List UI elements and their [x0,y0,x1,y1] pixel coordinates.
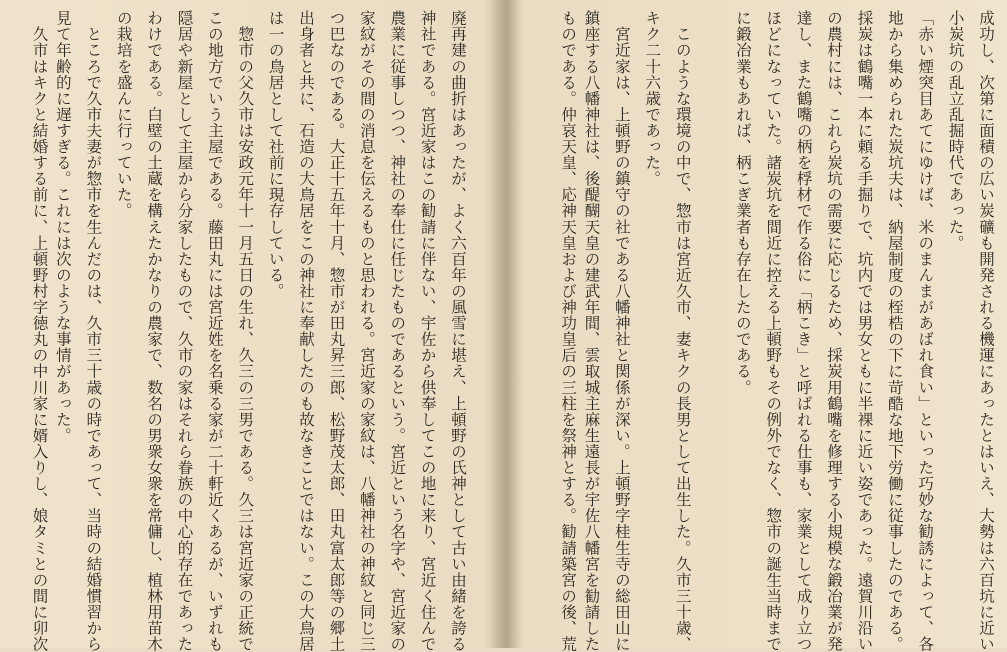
text-column: の農村には、これら炭坑の需要に応じるため、採炭用鶴嘴を修理する小規模な鍛冶業が発 [825,10,844,652]
text-column: わけである。白壁の土蔵を構えたかなりの農家で、数名の男衆女衆を常傭し、植林用苗木 [145,10,164,652]
text-column: この地方でいう主屋である。藤田丸には宮近姓を名乗る家が二十軒近くあるが、いずれも [205,10,224,652]
text-column: 達し、また鶴嘴の柄を桴材で作る俗に「柄こき」と呼ばれる仕事も、家業として成り立つ [794,10,813,652]
text-column: つ巴なのである。大正十五年十月、惣市が田丸昇三郎、松野茂太郎、田丸富太郎等の郷土 [327,10,346,652]
text-column: 見て年齢的に遅すぎる。これには次のような事情があった。 [53,10,72,444]
text-column: ところで久市夫妻が惣市を生んだのは、久市三十歳の時であって、当時の結婚慣習から [84,10,103,652]
text-column: に鍛冶業もあれば、柄こぎ業者も存在したのである。 [733,10,752,396]
text-column: 隠居や新屋として主屋から分家したもので、久市の家はそれら眷族の中心的存在であった [175,10,194,652]
book-gutter [488,0,522,648]
text-column: キク二十六歳であった。 [643,10,662,187]
text-column: 惣市の父久市は安政元年十一月五日の生れ、久三の三男である。久三は宮近家の正統で [236,10,255,652]
right-page [532,10,1000,652]
left-page [30,10,472,652]
text-column: 廃再建の曲折はあったが、よく六百年の風雪に堪え、上頓野の氏神として古い由緒を誇る [449,10,467,652]
text-column: 家紋がその間の消息を伝えるものと思われる。宮近家の家紋は、八幡神社の神紋と同じ三 [357,10,376,652]
text-column: 「赤い煙突目あてにゆけば、米のまんまがあばれ食い」といった巧妙な勧誘によって、各 [916,10,935,652]
text-column: 農業に従事しつつ、神社の奉仕に任じたものであるという。宮近という名字や、宮近家の [388,10,407,652]
text-column: 宮近家は、上頓野の鎮守の社である八幡神社と関係が深い。上頓野字桂生寺の総田山に [612,10,631,652]
text-column: 成功し、次第に面積の広い炭礦も開発される機運にあったとはいえ、大勢は六百坑に近い [977,10,995,652]
text-column: は一の鳥居として社前に現存している。 [266,10,285,299]
blank-column [697,10,727,648]
text-column: 神社である。宮近家はこの勧請に伴ない、宇佐から供奉してこの地に来り、宮近く住んで [418,10,437,652]
text-column: の栽培を盛んに行っていた。 [114,10,133,219]
text-column: ものである。仲哀天皇、応神天皇および神功皇后の三柱を祭神とする。勧請築宮の後、荒 [559,10,578,652]
text-column: 小炭坑の乱立乱掘時代であった。 [946,10,965,251]
text-column: 鎮座する八幡神社は、後醍醐天皇の建武年間、雲取城主麻生遠長が宇佐八幡宮を勧請した [582,10,601,652]
text-column: ほどになっていた。諸炭坑を間近に控える上頓野もその例外でなく、惣市の誕生当時まで [764,10,783,652]
text-column: このような環境の中で、惣市は宮近久市、妻キクの長男として出生した。久市三十歳、 [673,10,692,652]
text-column: 採炭は鶴嘴一本に頼る手掘りで、坑内では男女ともに半裸に近い姿であった。遠賀川沿い [855,10,874,652]
text-column: 地から集められた炭坑夫は、納屋制度の桎梏の下に苛酷な地下労働に従事したのである。 [885,10,904,652]
text-column: 出身者と共に、石造の大鳥居をこの神社に奉献したのも故なきことではない。この大鳥居 [297,10,316,652]
text-column: 久市はキクと結婚する前に、上頓野村字徳丸の中川家に婿入りし、娘タミとの間に卯次 [30,10,49,652]
